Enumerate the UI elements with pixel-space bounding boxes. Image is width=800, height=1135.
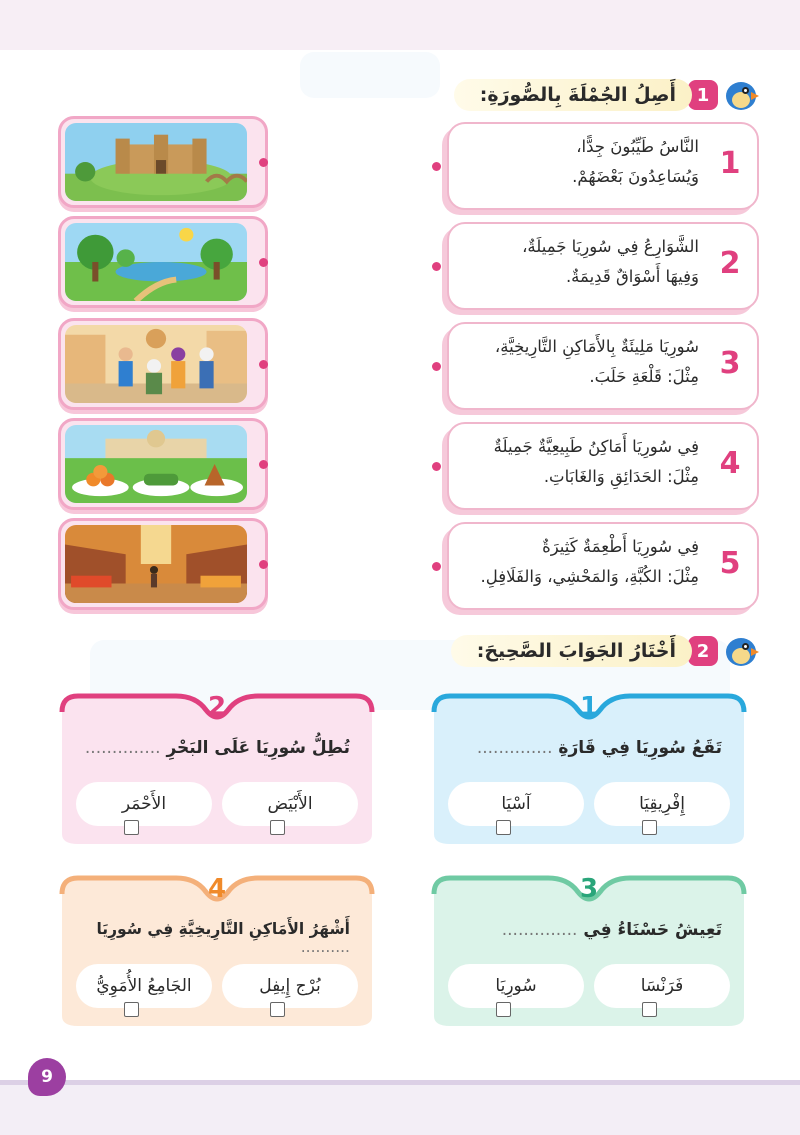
sentence-card-3 xyxy=(447,322,759,410)
sentence-number: 3 xyxy=(719,346,741,381)
option-checkbox[interactable] xyxy=(270,820,285,835)
question-card-3 xyxy=(428,870,750,1030)
citadel-icon xyxy=(65,123,247,201)
option-checkbox[interactable] xyxy=(642,1002,657,1017)
bottom-band xyxy=(0,1085,800,1135)
picture-card-1 xyxy=(58,116,268,208)
match-dot-sentence-5[interactable] xyxy=(432,562,441,571)
sentence-line: وَفِيهَا أَسْوَاقٌ قَدِيمَةٌ. xyxy=(565,267,699,286)
section-2-header xyxy=(451,634,758,668)
match-dot-picture-3[interactable] xyxy=(259,360,268,369)
section-2-title: أَخْتَارُ الجَوَابَ الصَّحِيحَ: xyxy=(451,635,692,667)
picture-card-3 xyxy=(58,318,268,410)
sentence-card-2 xyxy=(447,222,759,310)
match-dot-sentence-4[interactable] xyxy=(432,462,441,471)
question-card-1 xyxy=(428,688,750,848)
question-prompt: تَعِيشُ حَسْنَاءُ فِي xyxy=(583,920,722,940)
bird-icon xyxy=(724,634,758,668)
section-1-title: أَصِلُ الجُمْلَةَ بِالصُّورَةِ: xyxy=(454,79,692,111)
sentence-number: 5 xyxy=(719,546,741,581)
match-dot-sentence-2[interactable] xyxy=(432,262,441,271)
sentence-line: مِثْلَ: الحَدَائِقِ وَالغَابَاتِ. xyxy=(543,467,699,486)
sentence-line: فِي سُورِيَا أَمَاكِنُ طَبِيعِيَّةٌ جَمِيلَةٌ xyxy=(493,437,699,456)
option-checkbox[interactable] xyxy=(124,1002,139,1017)
answer-blank: .............. xyxy=(84,738,161,758)
sentence-number: 4 xyxy=(719,446,741,481)
sentence-line: فِي سُورِيَا أَطْعِمَةٌ كَثِيرَةٌ xyxy=(542,537,699,556)
bird-icon xyxy=(724,78,758,112)
question-number: 1 xyxy=(579,692,599,722)
sentence-line: النَّاسُ طَيِّبُونَ جِدًّا، xyxy=(576,137,699,156)
food-icon xyxy=(65,425,247,503)
option-button[interactable]: الأَحْمَر xyxy=(76,782,212,826)
match-dot-picture-1[interactable] xyxy=(259,158,268,167)
question-prompt: تَقَعُ سُورِيَا فِي قَارَةِ xyxy=(558,738,722,758)
match-dot-sentence-1[interactable] xyxy=(432,162,441,171)
answer-blank: .............. xyxy=(501,920,578,940)
option-button[interactable]: سُورِيَا xyxy=(448,964,584,1008)
top-band xyxy=(0,0,800,50)
match-dot-picture-4[interactable] xyxy=(259,460,268,469)
option-checkbox[interactable] xyxy=(496,1002,511,1017)
option-checkbox[interactable] xyxy=(642,820,657,835)
question-card-2 xyxy=(56,688,378,848)
question-card-4 xyxy=(56,870,378,1030)
picture-card-4 xyxy=(58,418,268,510)
answer-blank: .......... xyxy=(300,938,350,956)
option-checkbox[interactable] xyxy=(124,820,139,835)
watermark-shape xyxy=(300,52,440,98)
option-checkbox[interactable] xyxy=(496,820,511,835)
helping-people-icon xyxy=(65,325,247,403)
question-number: 2 xyxy=(207,692,227,722)
match-dot-sentence-3[interactable] xyxy=(432,362,441,371)
page-number: 9 xyxy=(28,1058,66,1096)
picture-card-2 xyxy=(58,216,268,308)
option-button[interactable]: بُرْج إِيفِل xyxy=(222,964,358,1008)
sentence-line: مِثْلَ: الكُبَّةِ، وَالمَحْشِي، وَالفَلَافِلِ. xyxy=(480,567,699,586)
picture-card-5 xyxy=(58,518,268,610)
match-dot-picture-5[interactable] xyxy=(259,560,268,569)
section-1-number: 1 xyxy=(688,80,718,110)
section-1-header xyxy=(454,78,758,112)
sentence-line: الشَّوَارِعُ فِي سُورِيَا جَمِيلَةٌ، xyxy=(522,237,699,256)
match-dot-picture-2[interactable] xyxy=(259,258,268,267)
question-prompt: أَشْهَرُ الأَمَاكِنِ التَّارِيخِيَّةِ فِي سُورِيَا xyxy=(96,920,350,938)
question-prompt: تُطِلُّ سُورِيَا عَلَى البَحْرِ xyxy=(166,738,350,758)
option-button[interactable]: آسْيَا xyxy=(448,782,584,826)
section-2-number: 2 xyxy=(688,636,718,666)
option-button[interactable]: إِفْرِيقِيَا xyxy=(594,782,730,826)
sentence-card-4 xyxy=(447,422,759,510)
sentence-card-5 xyxy=(447,522,759,610)
question-number: 3 xyxy=(579,874,599,904)
option-button[interactable]: فَرَنْسَا xyxy=(594,964,730,1008)
sentence-line: سُورِيَا مَلِيئَةٌ بِالأَمَاكِنِ التَّارِيخِيَّةِ، xyxy=(494,337,699,356)
option-button[interactable]: الأَبْيَض xyxy=(222,782,358,826)
answer-blank: .............. xyxy=(476,738,553,758)
sentence-number: 2 xyxy=(719,246,741,281)
forest-lake-icon xyxy=(65,223,247,301)
market-street-icon xyxy=(65,525,247,603)
option-button[interactable]: الجَامِعُ الأُمَوِيُّ xyxy=(76,964,212,1008)
option-checkbox[interactable] xyxy=(270,1002,285,1017)
question-number: 4 xyxy=(207,874,227,904)
sentence-number: 1 xyxy=(719,146,741,181)
sentence-line: وَيُسَاعِدُونَ بَعْضَهُمْ. xyxy=(572,167,699,186)
sentence-line: مِثْلَ: قَلْعَةِ حَلَبَ. xyxy=(589,367,699,386)
sentence-card-1 xyxy=(447,122,759,210)
